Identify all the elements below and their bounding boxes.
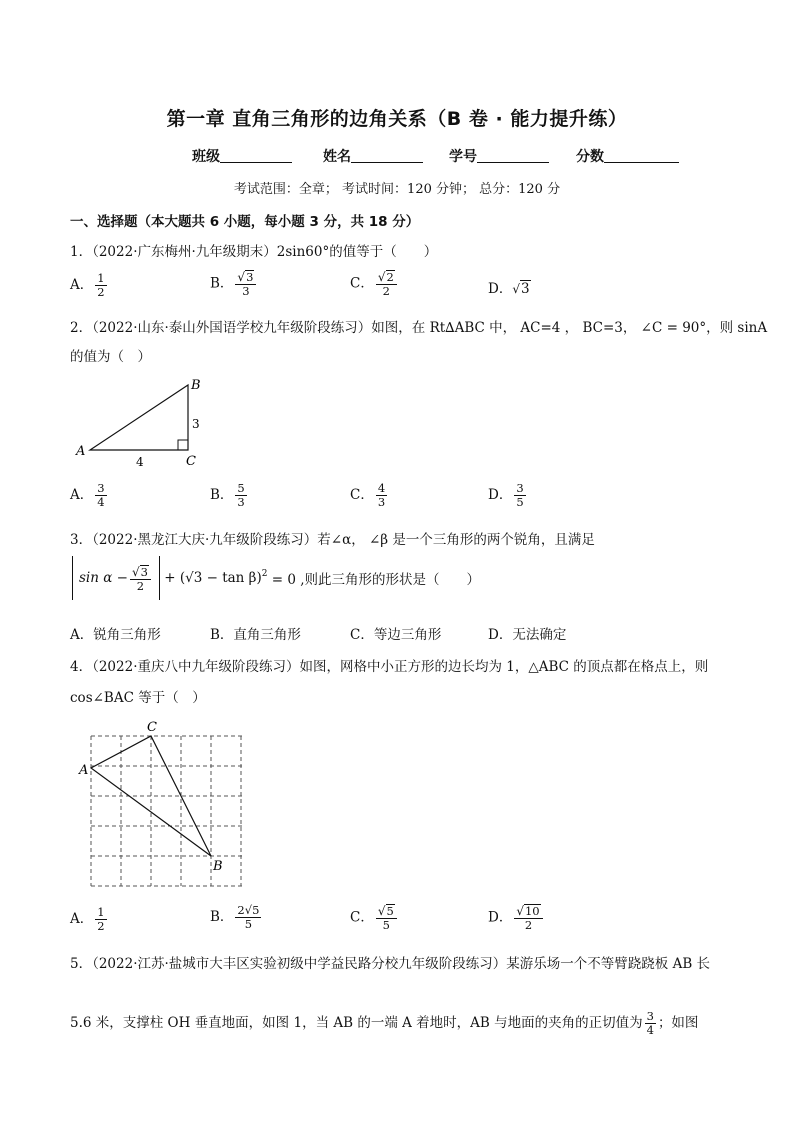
id-field bbox=[449, 146, 549, 166]
question-2-stem-line2: 的值为（ ） bbox=[70, 349, 151, 365]
q2-triangle bbox=[90, 385, 188, 450]
q4-grid-figure bbox=[75, 718, 255, 893]
q3-option-c: C．等边三角形 bbox=[350, 627, 442, 643]
question-5-stem-line2: 5.6 米，支撑柱 OH 垂直地面，如图 1，当 AB 的一端 A 着地时，AB 与地面的夹角的正切值为 $\frac{3}{4}$ ；如图 bbox=[70, 1009, 699, 1037]
q4-label-a: A bbox=[79, 763, 89, 778]
question-5-stem-line1: 5．（2022·江苏·盐城市大丰区实验初级中学益民路分校九年级阶段练习）某游乐场一个不等臂跷跷板 AB 长 bbox=[70, 956, 711, 972]
q2-label-b: B bbox=[191, 378, 201, 393]
q3-option-d: D．无法确定 bbox=[488, 627, 567, 643]
class-label: 班级 bbox=[192, 149, 220, 165]
score-blank bbox=[604, 148, 679, 163]
name-blank bbox=[351, 148, 423, 163]
id-label: 学号 bbox=[449, 149, 477, 165]
name-field bbox=[323, 146, 423, 166]
q1-option-c: C． $\frac{√2}{2}$ bbox=[350, 270, 399, 298]
right-angle-mark bbox=[178, 440, 188, 450]
q4-option-c: C． $\frac{√5}{5}$ bbox=[350, 904, 399, 932]
q3-option-a: A．锐角三角形 bbox=[70, 627, 161, 643]
q2-option-b: B． $\frac{5}{3}$ bbox=[210, 481, 245, 509]
q2-label-c: C bbox=[186, 454, 196, 469]
q4-option-a: A． $\frac{1}{2}$ bbox=[70, 905, 105, 933]
q2-option-c: C． $\frac{4}{3}$ bbox=[350, 481, 386, 509]
question-3-stem: 3．（2022·黑龙江大庆·九年级阶段练习）若∠α， ∠β 是一个三角形的两个锐角，且满足 bbox=[70, 532, 595, 548]
score-label: 分数 bbox=[576, 149, 604, 165]
question-2-stem-line1: 2．（2022·山东·泰山外国语学校九年级阶段练习）如图，在 Rt∆ABC 中， AC=4 ， BC=3， ∠C = 90°，则 sinA bbox=[70, 320, 768, 336]
q2-side-ac: 4 bbox=[136, 455, 144, 469]
q2-side-bc: 3 bbox=[192, 417, 200, 431]
q2-triangle-figure bbox=[70, 375, 220, 475]
q2-option-d: D． $\frac{3}{5}$ bbox=[488, 481, 524, 509]
question-1-stem: 1．（2022·广东梅州·九年级期末）2sin60°的值等于（ ） bbox=[70, 244, 438, 260]
q2-label-a: A bbox=[76, 444, 86, 459]
q4-option-d: D． $\frac{√10}{2}$ bbox=[488, 904, 545, 932]
section-header: 一、选择题（本大题共 6 小题，每小题 3 分，共 18 分） bbox=[70, 214, 420, 230]
q3-equation: sin α − $\frac{√3}{2}$ + $(√3 - \tan \beta)^2 = 0$ ,则此三角形的形状是（ ） bbox=[72, 556, 480, 602]
q1-option-b: B． $\frac{√3}{3}$ bbox=[210, 270, 258, 298]
class-field bbox=[192, 146, 292, 166]
exam-meta: 考试范围：全章； 考试时间：120 分钟； 总分：120 分 bbox=[233, 182, 561, 197]
page-title: 第一章 直角三角形的边角关系（B 卷 · 能力提升练） bbox=[166, 108, 628, 130]
id-blank bbox=[477, 148, 549, 163]
class-blank bbox=[220, 148, 292, 163]
q2-option-a: A． $\frac{3}{4}$ bbox=[70, 481, 105, 509]
q4-option-b: B． $\frac{2√5}{5}$ bbox=[210, 903, 260, 931]
q4-label-c: C bbox=[147, 720, 157, 735]
q3-option-b: B．直角三角形 bbox=[210, 627, 301, 643]
question-4-stem-line1: 4．（2022·重庆八中九年级阶段练习）如图，网格中小正方形的边长均为 1，△ABC 的顶点都在格点上，则 bbox=[70, 659, 709, 675]
question-4-stem-line2: cos∠BAC 等于（ ） bbox=[70, 690, 206, 706]
q1-option-a: A． $\frac{1}{2}$ bbox=[70, 271, 105, 299]
q1-option-d: D．√3 bbox=[488, 281, 530, 297]
name-label: 姓名 bbox=[323, 149, 351, 165]
q4-label-b: B bbox=[213, 859, 223, 874]
score-field bbox=[576, 146, 679, 166]
